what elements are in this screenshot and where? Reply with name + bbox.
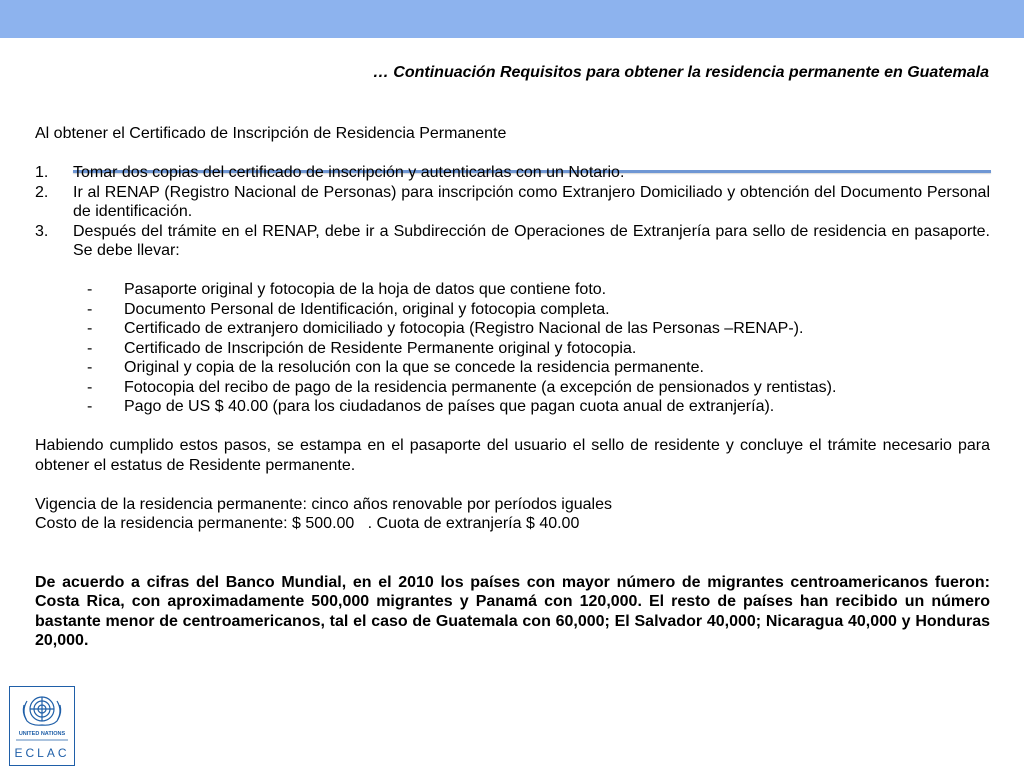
logo-acronym: ECLAC bbox=[14, 746, 70, 760]
step-item bbox=[35, 183, 990, 222]
validity-text: Vigencia de la residencia permanente: cinco años renovable por períodos iguales bbox=[35, 495, 612, 513]
document-text: Original y copia de la resolución con la que se concede la residencia permanente. bbox=[124, 359, 704, 376]
step-text: Ir al RENAP (Registro Nacional de Personas) para inscripción como Extranjero Domiciliado y obtención del Documento Personal de identificación. bbox=[73, 183, 990, 220]
slide-title: … Continuación Requisitos para obtener la residencia permanente en Guatemala bbox=[372, 64, 989, 81]
conclusion-text: Habiendo cumplido estos pasos, se estampa en el pasaporte del usuario el sello de residente y concluye el trámite necesario para obtener el estatus de Residente permanente. bbox=[35, 437, 990, 474]
document-item bbox=[35, 280, 990, 300]
document-text: Fotocopia del recibo de pago de la residencia permanente (a excepción de pensionados y rentistas). bbox=[124, 378, 837, 396]
document-item bbox=[35, 339, 990, 359]
documents-list bbox=[35, 280, 990, 417]
intro-text: Al obtener el Certificado de Inscripción de Residencia Permanente bbox=[35, 125, 507, 142]
document-item bbox=[35, 319, 990, 339]
world-bank-note: De acuerdo a cifras del Banco Mundial, en el 2010 los países con mayor número de migrantes centroamericanos fueron: Costa Rica, con aproximadamente 500,000 migrantes y Panamá con 120,000. El resto de países han recibido un número bastante menor de centroamericanos, tal el caso de Guatemala con 60,000; El Salvador 40,000; Nicaragua 40,000 y Honduras 20,000. bbox=[35, 573, 990, 649]
logo-org-name: UNITED NATIONS bbox=[18, 731, 66, 737]
step-text: Después del trámite en el RENAP, debe ir a Subdirección de Operaciones de Extranjería para sello de residencia en pasaporte. Se debe llevar: bbox=[73, 222, 990, 259]
slide-body bbox=[35, 124, 990, 651]
dash-marker: - bbox=[87, 281, 93, 298]
steps-list bbox=[35, 163, 990, 261]
step-item bbox=[35, 163, 990, 183]
dash-marker: - bbox=[87, 320, 93, 337]
step-number: 2. bbox=[35, 183, 49, 201]
step-text: Tomar dos copias del certificado de inscripción y autenticarlas con un Notario. bbox=[73, 164, 625, 181]
step-number: 1. bbox=[35, 164, 49, 181]
dash-marker: - bbox=[87, 359, 93, 376]
document-text: Certificado de Inscripción de Residente Permanente original y fotocopia. bbox=[124, 339, 637, 357]
dash-marker: - bbox=[87, 398, 93, 415]
dash-marker: - bbox=[87, 300, 93, 318]
document-item bbox=[35, 300, 990, 320]
top-banner-bar bbox=[0, 0, 1024, 38]
cost-text: Costo de la residencia permanente: $ 500.00 . Cuota de extranjería $ 40.00 bbox=[35, 515, 580, 532]
dash-marker: - bbox=[87, 339, 93, 357]
step-number: 3. bbox=[35, 222, 49, 240]
document-text: Pasaporte original y fotocopia de la hoja de datos que contiene foto. bbox=[124, 281, 607, 298]
un-emblem-icon bbox=[10, 687, 74, 765]
eclac-logo bbox=[9, 686, 75, 766]
document-item bbox=[35, 378, 990, 398]
document-item bbox=[35, 397, 990, 417]
dash-marker: - bbox=[87, 378, 93, 396]
document-text: Documento Personal de Identificación, original y fotocopia completa. bbox=[124, 300, 610, 318]
step-item bbox=[35, 222, 990, 261]
document-text: Pago de US $ 40.00 (para los ciudadanos de países que pagan cuota anual de extranjería). bbox=[124, 398, 775, 415]
document-item bbox=[35, 358, 990, 378]
document-text: Certificado de extranjero domiciliado y fotocopia (Registro Nacional de las Personas –RENAP-). bbox=[124, 320, 804, 337]
